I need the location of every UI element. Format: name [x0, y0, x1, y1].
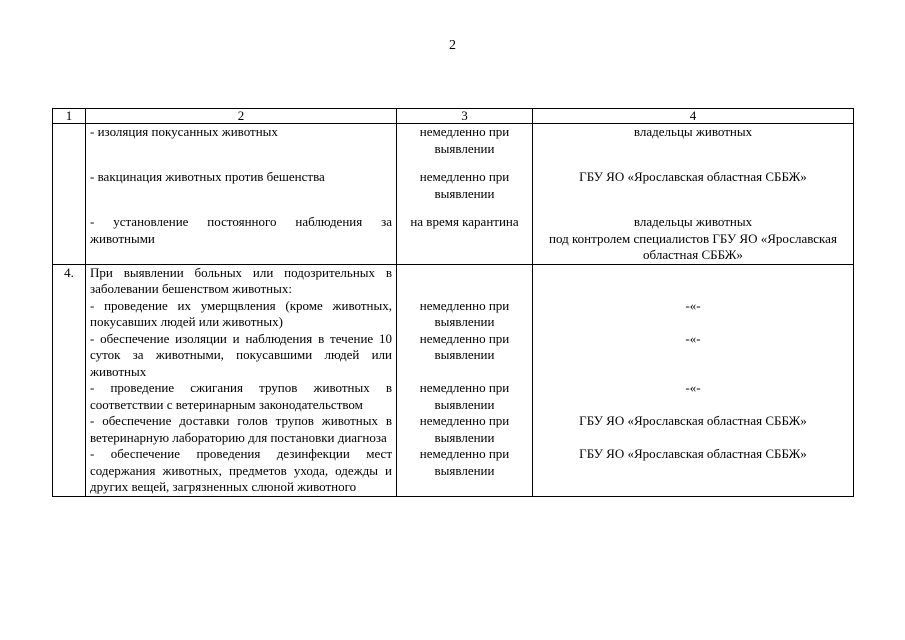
row-number [53, 446, 86, 496]
section-2 [53, 264, 854, 496]
term-cell: немедленно при выявлении [397, 331, 533, 381]
activity-cell: - обеспечение проведения дезинфекции мест содержания животных, предметов ухода, одежды и других вещей, загрязненных слюной животного [86, 446, 397, 496]
measures-table [52, 108, 854, 497]
term-cell [397, 264, 533, 298]
table-row [53, 124, 854, 158]
responsible-line: владельцы животных [633, 214, 753, 229]
term-cell: немедленно при выявлении [397, 169, 533, 202]
activity-cell: - установление постоянного наблюдения за животными [86, 214, 397, 264]
responsible-cell: владельцы животных [533, 124, 854, 158]
row-number [53, 214, 86, 264]
term-cell: немедленно при выявлении [397, 298, 533, 331]
row-number [53, 413, 86, 446]
responsible-cell: -«- [533, 380, 854, 413]
row-number [53, 380, 86, 413]
spacer-row [53, 157, 854, 169]
row-number [53, 331, 86, 381]
activity-cell: - проведение их умерщвления (кроме животных, покусавших людей или животных) [86, 298, 397, 331]
row-number [53, 124, 86, 158]
table-row [53, 214, 854, 264]
responsible-cell [533, 214, 854, 264]
column-header-2: 2 [86, 109, 397, 124]
table-row [53, 413, 854, 446]
term-cell: немедленно при выявлении [397, 380, 533, 413]
responsible-cell: -«- [533, 298, 854, 331]
row-number: 4. [53, 264, 86, 298]
spacer-row [53, 202, 854, 214]
activity-cell: - проведение сжигания трупов животных в соответствии с ветеринарным законодательством [86, 380, 397, 413]
page-number: 2 [449, 38, 456, 53]
column-header-3: 3 [397, 109, 533, 124]
activity-cell: - изоляция покусанных животных [86, 124, 397, 158]
table-row [53, 380, 854, 413]
term-cell: на время карантина [397, 214, 533, 264]
table-row [53, 264, 854, 298]
column-header-1: 1 [53, 109, 86, 124]
term-cell: немедленно при выявлении [397, 413, 533, 446]
column-header-4: 4 [533, 109, 854, 124]
activity-cell: - вакцинация животных против бешенства [86, 169, 397, 202]
table-row [53, 331, 854, 381]
row-number [53, 298, 86, 331]
row-number [53, 169, 86, 202]
table-row [53, 298, 854, 331]
responsible-cell: -«- [533, 331, 854, 381]
table-row [53, 169, 854, 202]
activity-cell: - обеспечение доставки голов трупов животных в ветеринарную лабораторию для постановки диагноза [86, 413, 397, 446]
activity-cell: - обеспечение изоляции и наблюдения в течение 10 суток за животными, покусавшими людей или животных [86, 331, 397, 381]
section-1 [53, 124, 854, 265]
responsible-cell: ГБУ ЯО «Ярославская областная СББЖ» [533, 169, 854, 202]
table-row [53, 446, 854, 496]
term-cell: немедленно при выявлении [397, 124, 533, 158]
header-row [53, 109, 854, 124]
responsible-line: под контролем специалистов ГБУ ЯО «Ярославская областная СББЖ» [549, 230, 837, 262]
section-intro: При выявлении больных или подозрительных в заболевании бешенством животных: [86, 264, 397, 298]
responsible-cell [533, 264, 854, 298]
responsible-cell: ГБУ ЯО «Ярославская областная СББЖ» [533, 413, 854, 446]
responsible-cell: ГБУ ЯО «Ярославская областная СББЖ» [533, 446, 854, 496]
term-cell: немедленно при выявлении [397, 446, 533, 496]
